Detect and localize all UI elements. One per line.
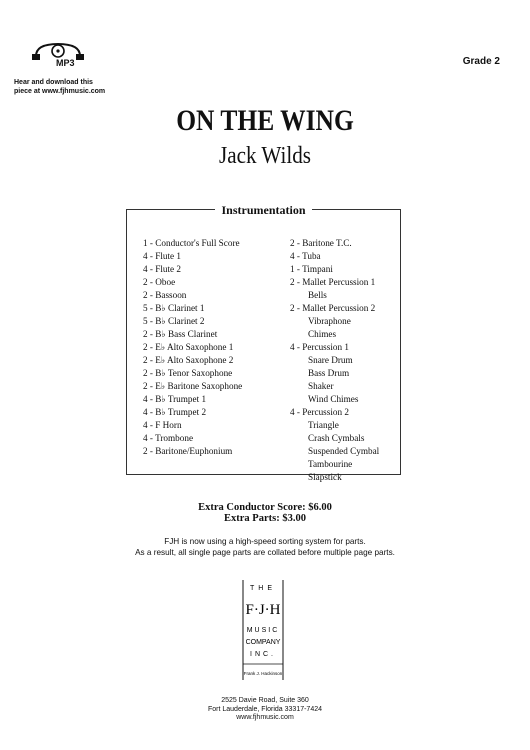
mp3-promo bbox=[14, 40, 124, 96]
instrument-subpart: Triangle bbox=[308, 420, 339, 430]
instrumentation-column-2 bbox=[290, 237, 379, 484]
instrument-subpart: Crash Cymbals bbox=[308, 433, 365, 443]
notice-line: FJH is now using a high-speed sorting system for parts. bbox=[164, 537, 366, 546]
pricing bbox=[0, 502, 530, 524]
instrument-part: 4 - Flute 2 bbox=[143, 264, 182, 274]
mp3-caption-link[interactable]: piece at www.fjhmusic.com bbox=[14, 88, 106, 95]
instrument-part: 1 - Conductor's Full Score bbox=[143, 238, 240, 248]
sorting-notice bbox=[0, 536, 530, 558]
instrument-part: 2 - Mallet Percussion 1 bbox=[290, 277, 376, 287]
instrument-part: 2 - Baritone/Euphonium bbox=[143, 446, 233, 456]
logo-line-inc: INC. bbox=[250, 651, 276, 658]
instrument-subpart: Shaker bbox=[308, 381, 334, 391]
instrument-part: 4 - B♭ Trumpet 2 bbox=[143, 407, 207, 417]
publisher-address bbox=[0, 697, 530, 723]
instrument-part: 2 - Mallet Percussion 2 bbox=[290, 303, 376, 313]
piece-title: ON THE WING bbox=[176, 104, 354, 137]
instrument-part: 2 - E♭ Alto Saxophone 1 bbox=[143, 342, 234, 352]
instrument-part: 5 - B♭ Clarinet 2 bbox=[143, 316, 205, 326]
instrument-part: 4 - Flute 1 bbox=[143, 251, 182, 261]
mp3-caption-line: Hear and download this bbox=[14, 79, 93, 86]
grade-label: Grade 2 bbox=[462, 56, 500, 67]
notice-line: As a result, all single page parts are collated before multiple page parts. bbox=[135, 548, 395, 557]
instrument-part: 4 - Percussion 2 bbox=[290, 407, 349, 417]
instrument-subpart: Bass Drum bbox=[308, 368, 350, 378]
mp3-caption bbox=[14, 78, 124, 96]
instrument-part: 2 - Bassoon bbox=[143, 290, 187, 300]
instrument-subpart: Tambourine bbox=[308, 459, 353, 469]
extra-parts-price: Extra Parts: $3.00 bbox=[224, 513, 306, 524]
fjh-logo bbox=[241, 580, 285, 692]
logo-line-company: COMPANY bbox=[245, 639, 281, 646]
instrument-part: 2 - B♭ Tenor Saxophone bbox=[143, 368, 233, 378]
instrument-part: 4 - F Horn bbox=[143, 420, 182, 430]
logo-founder: Frank J. Hackinson bbox=[243, 671, 283, 676]
publisher-website-link[interactable]: www.fjhmusic.com bbox=[236, 714, 294, 721]
address-line: Fort Lauderdale, Florida 33317-7424 bbox=[207, 705, 323, 713]
instrument-part: 2 - E♭ Alto Saxophone 2 bbox=[143, 355, 234, 365]
instrument-subpart: Slapstick bbox=[308, 472, 342, 482]
instrument-subpart: Chimes bbox=[308, 329, 337, 339]
logo-line-music: MUSIC bbox=[246, 627, 280, 634]
instrument-subpart: Snare Drum bbox=[308, 355, 353, 365]
instrument-part: 5 - B♭ Clarinet 1 bbox=[143, 303, 205, 313]
instrument-subpart: Bells bbox=[308, 290, 327, 300]
composer-name: Jack Wilds bbox=[218, 143, 312, 169]
mp3-label: MP3 bbox=[56, 58, 75, 68]
instrumentation-heading bbox=[127, 201, 400, 219]
instrument-part: 2 - Oboe bbox=[143, 277, 176, 287]
instrument-subpart: Suspended Cymbal bbox=[308, 446, 380, 456]
instrument-part: 2 - Baritone T.C. bbox=[290, 238, 352, 248]
instrument-part: 2 - B♭ Bass Clarinet bbox=[143, 329, 218, 339]
instrument-part: 4 - Tuba bbox=[290, 251, 321, 261]
logo-line-fjh: F·J·H bbox=[245, 602, 281, 618]
instrumentation-box bbox=[126, 203, 401, 482]
mp3-logo bbox=[14, 40, 124, 74]
extra-score-price: Extra Conductor Score: $6.00 bbox=[198, 502, 332, 513]
instrument-part: 1 - Timpani bbox=[290, 264, 333, 274]
logo-line-the: THE bbox=[250, 585, 276, 592]
address-line: 2525 Davie Road, Suite 360 bbox=[221, 697, 309, 704]
instrumentation-heading-text: Instrumentation bbox=[215, 203, 311, 217]
instrument-subpart: Vibraphone bbox=[308, 316, 351, 326]
instrumentation-column-1 bbox=[143, 237, 242, 458]
instrument-part: 4 - B♭ Trumpet 1 bbox=[143, 394, 207, 404]
instrument-part: 4 - Percussion 1 bbox=[290, 342, 349, 352]
instrument-subpart: Wind Chimes bbox=[308, 394, 359, 404]
instrument-part: 4 - Trombone bbox=[143, 433, 194, 443]
instrument-part: 2 - E♭ Baritone Saxophone bbox=[143, 381, 243, 391]
